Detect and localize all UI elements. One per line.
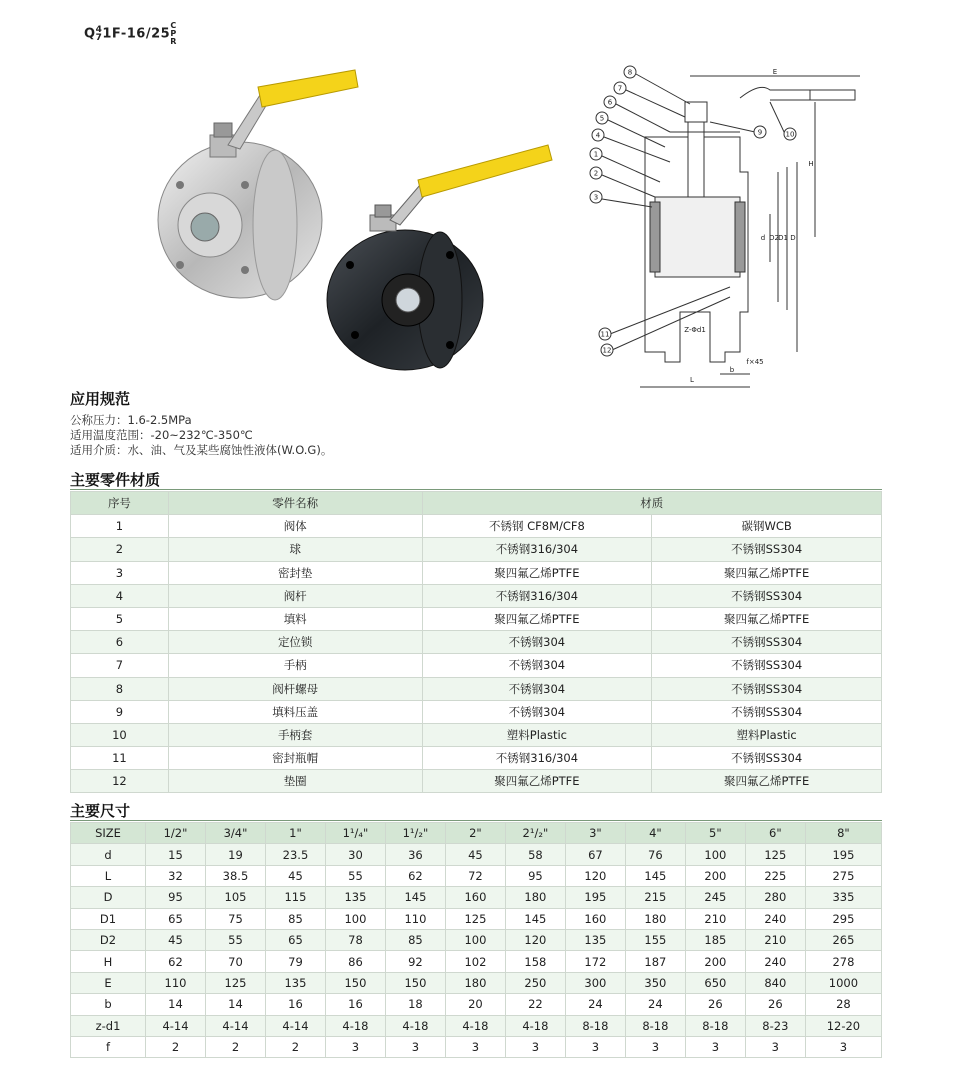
table-cell: 不锈钢316/304 [422,584,652,607]
table-cell: 45 [146,929,206,950]
table-cell: 55 [325,865,385,886]
table-cell: 195 [805,844,881,865]
table-cell: 7 [71,654,169,677]
table-cell: 65 [265,929,325,950]
table-row [71,994,882,1015]
dim-Z-d1: Z-Φd1 [684,326,706,334]
table-cell: d [71,844,146,865]
table-cell: 3 [625,1036,685,1057]
table-cell: 不锈钢304 [422,677,652,700]
table-cell: 球 [168,538,422,561]
table-cell: 280 [745,887,805,908]
table-cell: 24 [565,994,625,1015]
table-cell: 30 [325,844,385,865]
table-cell: 135 [325,887,385,908]
table-cell: SIZE [71,823,146,844]
table-cell: 4" [625,823,685,844]
table-cell: 75 [205,908,265,929]
table-cell: 3/4" [205,823,265,844]
table-cell: 2 [265,1036,325,1057]
table-header-row [71,823,882,844]
table-cell: 86 [325,951,385,972]
table-cell: 200 [685,865,745,886]
table-cell: E [71,972,146,993]
table-cell: 26 [685,994,745,1015]
table-cell: 58 [505,844,565,865]
table-cell: 8-18 [565,1015,625,1036]
table-cell: 215 [625,887,685,908]
table-cell: 2 [205,1036,265,1057]
table-cell: 45 [265,865,325,886]
table-cell: 135 [265,972,325,993]
table-cell: 135 [565,929,625,950]
table-cell: 1 [71,515,169,538]
table-cell: 45 [445,844,505,865]
table-cell: 14 [205,994,265,1015]
table-cell: 78 [325,929,385,950]
table-cell: 4-18 [385,1015,445,1036]
table-cell: 8-18 [685,1015,745,1036]
table-cell: 2¹/₂" [505,823,565,844]
table-cell: 不锈钢316/304 [422,538,652,561]
table-cell: 手柄 [168,654,422,677]
table-cell: 12 [71,770,169,793]
table-cell: 145 [625,865,685,886]
table-cell: 塑料Plastic [652,723,882,746]
table-cell: D2 [71,929,146,950]
table-cell: 19 [205,844,265,865]
table-cell: 3 [805,1036,881,1057]
table-cell: 225 [745,865,805,886]
callout-7: 7 [617,84,623,93]
table-cell: 120 [565,865,625,886]
table-row [71,677,882,700]
table-cell: 70 [205,951,265,972]
table-cell: 4-18 [445,1015,505,1036]
table-cell: 79 [265,951,325,972]
table-cell: 不锈钢304 [422,654,652,677]
table-cell: 密封瓶帽 [168,747,422,770]
table-cell: 210 [745,929,805,950]
product-photos [150,65,560,375]
table-cell: f [71,1036,146,1057]
dim-d: d [760,234,766,242]
table-cell: 150 [325,972,385,993]
table-cell: 150 [385,972,445,993]
table-cell: 聚四氟乙烯PTFE [422,607,652,630]
table-cell: 100 [685,844,745,865]
table-cell: 4-14 [205,1015,265,1036]
table-cell: 聚四氟乙烯PTFE [652,561,882,584]
table-cell: 密封垫 [168,561,422,584]
table-cell: 95 [505,865,565,886]
table-cell: 定位锁 [168,631,422,654]
table-cell: 23.5 [265,844,325,865]
model-title: Q4 71F-16/25C P R [84,21,177,46]
table-cell: 840 [745,972,805,993]
divider [70,820,882,821]
table-row [71,515,882,538]
table-cell: 22 [505,994,565,1015]
table-cell: 8" [805,823,881,844]
callout-4: 4 [595,131,601,140]
table-cell: 85 [385,929,445,950]
table-cell: 24 [625,994,685,1015]
table-cell: 8-23 [745,1015,805,1036]
table-cell: 阀体 [168,515,422,538]
spec-temperature: 适用温度范围：-20~232℃-350℃ [70,428,253,442]
parts-table [70,491,882,793]
table-cell: 32 [146,865,206,886]
dim-D1: D1 [778,234,788,242]
table-cell: 聚四氟乙烯PTFE [652,607,882,630]
table-cell: 4-14 [265,1015,325,1036]
table-row [71,654,882,677]
table-cell: 3" [565,823,625,844]
table-cell: 115 [265,887,325,908]
table-row [71,538,882,561]
table-cell: 不锈钢SS304 [652,747,882,770]
table-cell: 210 [685,908,745,929]
table-cell: 3 [685,1036,745,1057]
table-cell: 不锈钢SS304 [652,631,882,654]
table-cell: 16 [265,994,325,1015]
dim-H: H [808,160,814,168]
table-cell: 62 [385,865,445,886]
callout-6: 6 [607,98,613,107]
table-cell: 8 [71,677,169,700]
table-cell: 28 [805,994,881,1015]
stainless-valve-image [158,70,358,300]
table-cell: 5" [685,823,745,844]
table-row [71,908,882,929]
table-cell: 16 [325,994,385,1015]
table-row [71,747,882,770]
table-cell: L [71,865,146,886]
table-cell: 55 [205,929,265,950]
table-cell: 110 [146,972,206,993]
table-cell: 不锈钢304 [422,700,652,723]
table-row [71,584,882,607]
table-cell: 172 [565,951,625,972]
callout-11: 11 [600,330,610,339]
table-cell: 62 [146,951,206,972]
table-cell: 250 [505,972,565,993]
table-header-row [71,492,882,515]
table-cell: 不锈钢SS304 [652,584,882,607]
table-row [71,607,882,630]
table-cell: 18 [385,994,445,1015]
table-cell: 1/2" [146,823,206,844]
table-cell: 120 [505,929,565,950]
table-cell: 不锈钢SS304 [652,700,882,723]
table-cell: 26 [745,994,805,1015]
table-cell: 8-18 [625,1015,685,1036]
table-cell: 278 [805,951,881,972]
table-cell: 填料 [168,607,422,630]
table-cell: 3 [565,1036,625,1057]
header-material: 材质 [422,492,881,515]
table-cell: 10 [71,723,169,746]
table-cell: 15 [146,844,206,865]
table-cell: 180 [445,972,505,993]
table-cell: D [71,887,146,908]
table-cell: 275 [805,865,881,886]
callout-10: 10 [785,130,795,139]
table-cell: 阀杆 [168,584,422,607]
table-cell: D1 [71,908,146,929]
table-row [71,887,882,908]
dims-title: 主要尺寸 [70,802,131,820]
table-row [71,865,882,886]
table-cell: z-d1 [71,1015,146,1036]
table-cell: 335 [805,887,881,908]
table-row [71,951,882,972]
table-row [71,631,882,654]
table-cell: 6" [745,823,805,844]
table-row [71,700,882,723]
table-cell: 不锈钢SS304 [652,538,882,561]
table-cell: 95 [146,887,206,908]
table-cell: 14 [146,994,206,1015]
table-cell: 1¹/₂" [385,823,445,844]
table-cell: 11 [71,747,169,770]
table-row [71,1015,882,1036]
table-cell: 聚四氟乙烯PTFE [652,770,882,793]
table-cell: 110 [385,908,445,929]
table-row [71,1036,882,1057]
table-cell: 2" [445,823,505,844]
table-cell: 158 [505,951,565,972]
table-cell: 36 [385,844,445,865]
table-cell: 65 [146,908,206,929]
spec-pressure: 公称压力：1.6-2.5MPa [70,413,192,427]
table-cell: 300 [565,972,625,993]
table-cell: 160 [565,908,625,929]
table-cell: 3 [71,561,169,584]
callout-5: 5 [599,114,605,123]
table-cell: 填料压盖 [168,700,422,723]
table-cell: 92 [385,951,445,972]
table-cell: 3 [325,1036,385,1057]
table-cell: 100 [445,929,505,950]
table-cell: 76 [625,844,685,865]
table-cell: 垫圈 [168,770,422,793]
table-cell: 9 [71,700,169,723]
table-row [71,929,882,950]
header-part-name: 零件名称 [168,492,422,515]
table-cell: 不锈钢316/304 [422,747,652,770]
table-cell: 3 [385,1036,445,1057]
table-cell: 187 [625,951,685,972]
table-cell: 125 [745,844,805,865]
dim-D2: D2 [769,234,779,242]
table-row [71,844,882,865]
table-cell: 聚四氟乙烯PTFE [422,561,652,584]
dimensions-table [70,822,882,1058]
table-cell: 155 [625,929,685,950]
table-row [71,561,882,584]
table-cell: 145 [505,908,565,929]
table-cell: 4-18 [325,1015,385,1036]
table-cell: 650 [685,972,745,993]
table-cell: 不锈钢SS304 [652,677,882,700]
table-cell: 20 [445,994,505,1015]
table-cell: 阀杆螺母 [168,677,422,700]
table-cell: 102 [445,951,505,972]
table-cell: 碳钢WCB [652,515,882,538]
table-row [71,972,882,993]
table-cell: 聚四氟乙烯PTFE [422,770,652,793]
header-no: 序号 [71,492,169,515]
table-cell: 4 [71,584,169,607]
table-cell: 200 [685,951,745,972]
table-cell: 240 [745,951,805,972]
table-cell: 85 [265,908,325,929]
table-row [71,770,882,793]
table-cell: 2 [71,538,169,561]
table-cell: 不锈钢SS304 [652,654,882,677]
dim-b: b [729,366,735,374]
parts-title: 主要零件材质 [70,471,161,489]
table-cell: 5 [71,607,169,630]
table-cell: 245 [685,887,745,908]
table-cell: 125 [445,908,505,929]
table-cell: 265 [805,929,881,950]
dim-L: L [690,376,694,384]
table-cell: 3 [745,1036,805,1057]
table-cell: 4-14 [146,1015,206,1036]
table-cell: 不锈钢304 [422,631,652,654]
spec-medium: 适用介质：水、油、气及某些腐蚀性液体(W.O.G)。 [70,443,333,457]
table-cell: 105 [205,887,265,908]
table-cell: 100 [325,908,385,929]
table-cell: 6 [71,631,169,654]
callout-12: 12 [602,346,612,355]
dim-D: D [790,234,796,242]
callout-2: 2 [593,169,599,178]
black-valve-image [327,145,552,370]
divider [70,489,882,490]
table-cell: 145 [385,887,445,908]
table-cell: 350 [625,972,685,993]
application-title: 应用规范 [70,390,131,408]
table-cell: 3 [505,1036,565,1057]
table-cell: 1" [265,823,325,844]
table-cell: b [71,994,146,1015]
table-cell: 不锈钢 CF8M/CF8 [422,515,652,538]
table-cell: 塑料Plastic [422,723,652,746]
table-cell: 67 [565,844,625,865]
table-cell: 38.5 [205,865,265,886]
table-cell: 240 [745,908,805,929]
table-cell: 3 [445,1036,505,1057]
table-cell: 12-20 [805,1015,881,1036]
table-cell: 4-18 [505,1015,565,1036]
table-cell: 72 [445,865,505,886]
table-cell: 180 [505,887,565,908]
dim-f: f×45 [746,358,764,366]
table-row [71,723,882,746]
table-cell: 1000 [805,972,881,993]
table-cell: 160 [445,887,505,908]
table-cell: 125 [205,972,265,993]
table-cell: 185 [685,929,745,950]
callout-3: 3 [593,193,599,202]
table-cell: 195 [565,887,625,908]
callout-1: 1 [593,150,599,159]
cross-section-drawing [580,62,870,397]
table-cell: H [71,951,146,972]
dim-E: E [772,68,778,76]
table-cell: 180 [625,908,685,929]
table-cell: 手柄套 [168,723,422,746]
table-cell: 2 [146,1036,206,1057]
callout-8: 8 [627,68,633,77]
table-cell: 1¹/₄" [325,823,385,844]
callout-9: 9 [757,128,763,137]
table-cell: 295 [805,908,881,929]
